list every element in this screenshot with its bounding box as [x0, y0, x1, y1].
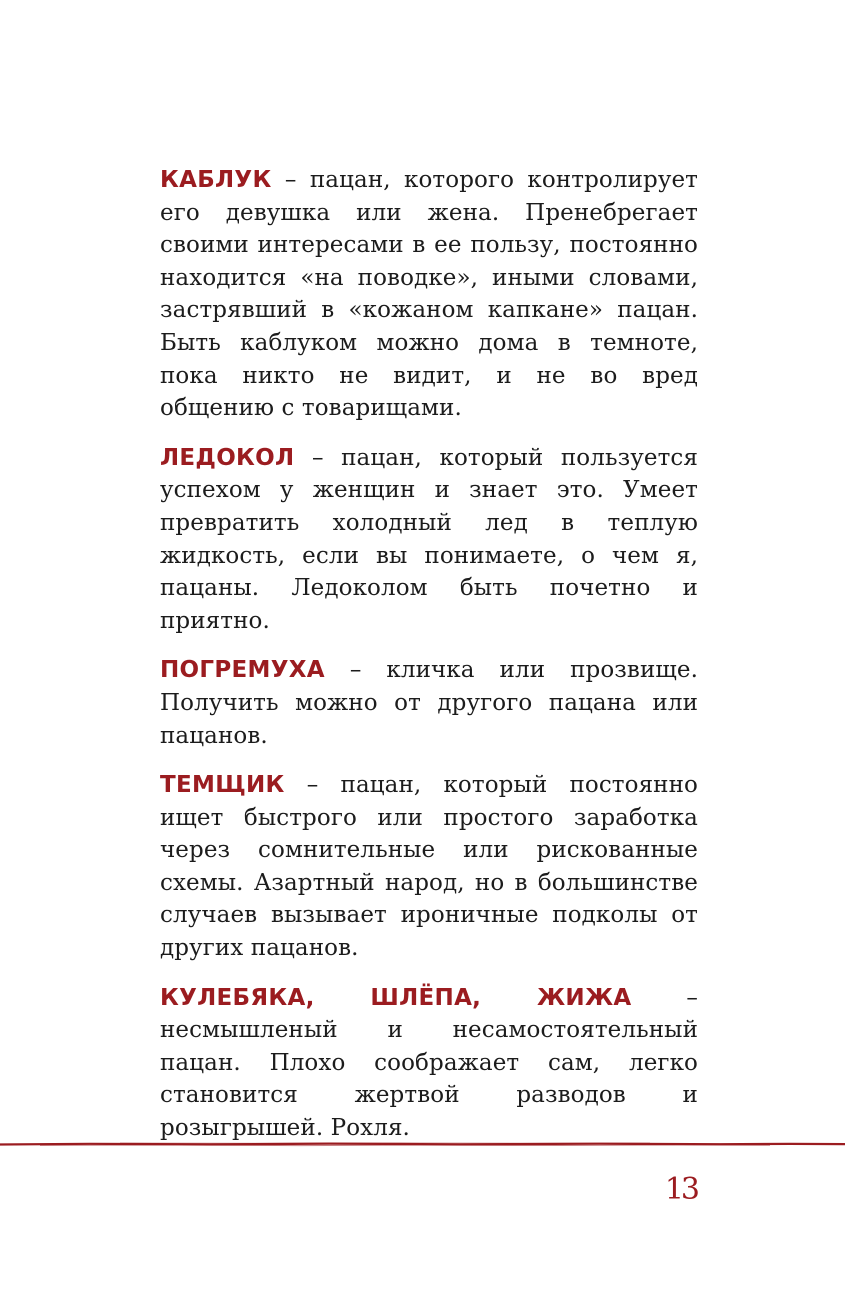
- glossary-term: ТЕМЩИК: [160, 772, 285, 799]
- glossary-term: ЛЕДОКОЛ: [160, 444, 295, 471]
- glossary-term: КУЛЕБЯКА, ШЛЁПА, ЖИЖА: [160, 984, 632, 1011]
- glossary-entry-ledokol: [160, 442, 698, 638]
- glossary-entry-pogremukha: [160, 654, 698, 752]
- glossary-definition: – пацан, который постоянно ищет быстрого или простого заработка через сомнительные или рискованные схемы. Азартный народ, но в большинстве случаев вызывает ироничные подколы от других пацанов.: [160, 772, 698, 962]
- decorative-brush-rule: [0, 1138, 845, 1150]
- glossary-term: ПОГРЕМУХА: [160, 657, 325, 684]
- glossary-content: [160, 164, 698, 1162]
- glossary-entry-kabluk: [160, 164, 698, 425]
- glossary-definition: – кличка или прозвище. Получить можно от другого пацана или пацанов.: [160, 657, 698, 749]
- glossary-definition: – несмышленый и несамостоятельный пацан. Плохо соображает сам, легко становится жертвой разводов и розыгрышей. Рохля.: [160, 984, 698, 1142]
- glossary-entry-temshchik: [160, 769, 698, 965]
- glossary-definition: – пацан, которого контролирует его девушка или жена. Пренебрегает своими интересами в ее пользу, постоянно находится «на поводке», иными словами, застрявший в «кожаном капкане» пацан. Быть каблуком можно дома в темноте, пока никто не видит, и не во вред общению с товарищами.: [160, 167, 698, 422]
- glossary-entry-kulebyaka: [160, 982, 698, 1145]
- glossary-term: КАБЛУК: [160, 167, 272, 193]
- page-number: 13: [664, 1172, 697, 1207]
- glossary-definition: – пацан, который пользуется успехом у женщин и знает это. Умеет превратить холодный лед в теплую жидкость, если вы понимаете, о чем я, пацаны. Ледоколом быть почетно и приятно.: [160, 444, 698, 634]
